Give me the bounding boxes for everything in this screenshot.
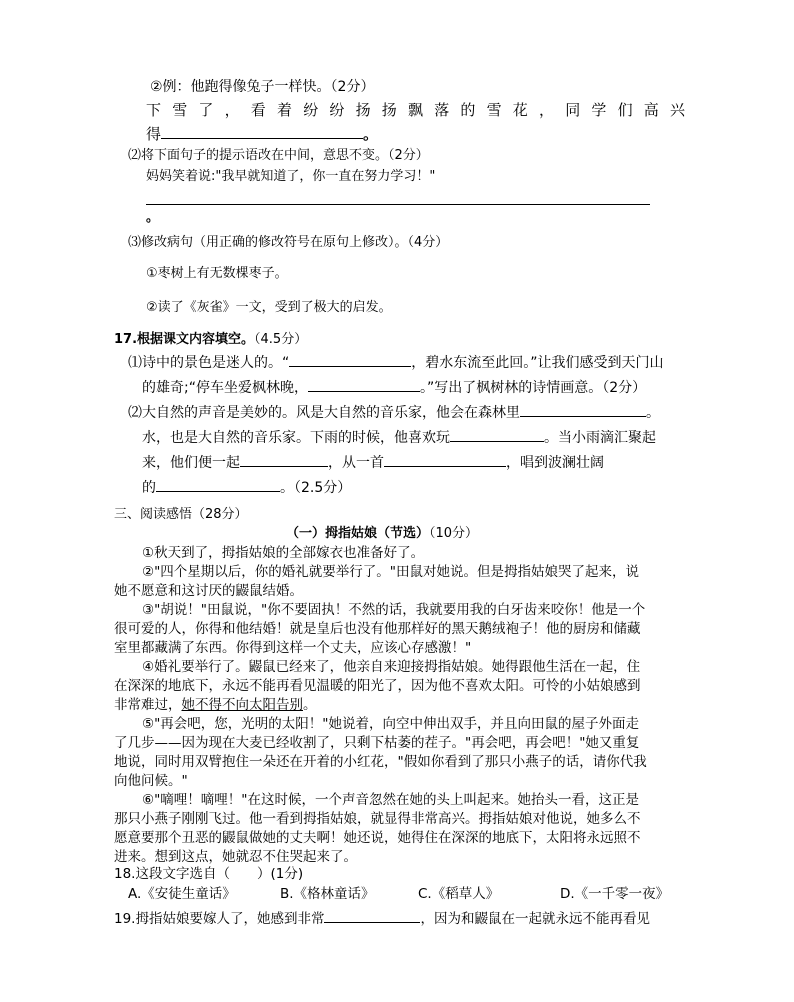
passage-p4-line3-a: 非常难过， <box>114 697 182 713</box>
passage-p5-line1: ⑤"再会吧，您，光明的太阳！"她说着，向空中伸出双手，并且向田鼠的屋子外面走 <box>142 716 640 732</box>
q16-3-item1: ①枣树上有无数棵枣子。 <box>146 266 288 281</box>
passage-title-line <box>286 524 478 544</box>
passage-p4-line2: 在深深的地底下，永远不能再看见温暖的阳光了，因为他不喜欢太阳。可怜的小姑娘感到 <box>114 678 641 694</box>
passage-p5-line2: 了几步——因为现在大麦已经收割了，只剩下枯萎的茬子。"再会吧，再会吧！"她又重复 <box>114 735 640 751</box>
q17-line3 <box>128 402 660 423</box>
q17-l5-a: 来，他们便一起 <box>142 455 240 471</box>
passage-p1: ①秋天到了，拇指姑娘的全部嫁衣也准备好了。 <box>142 545 425 561</box>
q18-option-a[interactable]: A.《安徒生童话》 <box>128 886 236 902</box>
q18-option-b[interactable]: B.《格林童话》 <box>280 886 375 902</box>
q17-l6-b: 。（2.5分） <box>280 480 352 496</box>
q16-2-end: 。 <box>146 210 160 225</box>
q17-l6-a: 的 <box>142 480 156 496</box>
q2-line1: 下雪了，看着纷纷扬扬飘落的雪花，同学们高兴 <box>146 101 697 119</box>
q18-stem: 18.这段文字选自（ ）(1分) <box>114 866 304 882</box>
q18-option-d[interactable]: D.《一千零一夜》 <box>560 886 670 902</box>
q17-blank-4[interactable] <box>450 427 544 442</box>
passage-p6-line3: 愿意要那个丑恶的鼹鼠做她的丈夫啊！她还说，她得住在深深的地底下，太阳将永远照不 <box>114 830 641 846</box>
q17-l4-a: 水，也是大自然的音乐家。下雨的时候，他喜欢玩 <box>142 430 450 446</box>
q17-blank-6[interactable] <box>384 452 506 467</box>
q17-blank-3[interactable] <box>520 402 646 417</box>
passage-p4-underlined: 她不得不向太阳告别 <box>181 697 303 713</box>
passage-p6-line1: ⑥"嘀哩！嘀哩！"在这时候，一个声音忽然在她的头上叫起来。她抬头一看，这正是 <box>142 792 640 808</box>
q16-2-prompt: ⑵将下面句子的提示语改在中间，意思不变。（2分） <box>128 148 429 163</box>
q17-l1-b: ，碧水东流至此回。”让我们感受到天门山 <box>411 355 664 371</box>
q2-line2-end: 。 <box>363 125 379 143</box>
passage-p2-line1: ②"四个星期以后，你的婚礼就要举行了。"田鼠对她说。但是拇指姑娘哭了起来，说 <box>142 564 640 580</box>
q17-line6 <box>142 477 351 498</box>
q17-score: （4.5分） <box>254 332 308 347</box>
q18-option-c[interactable]: C.《稻草人》 <box>418 886 500 902</box>
passage-p4-line1: ④婚礼要举行了。鼹鼠已经来了，他亲自来迎接拇指姑娘。她得跟他生活在一起，住 <box>142 659 641 675</box>
passage-p6-line2: 那只小燕子刚刚飞过。他一看到拇指姑娘，就显得非常高兴。拇指姑娘对他说，她多么不 <box>114 811 641 827</box>
q19-line <box>114 908 650 929</box>
q17-blank-7[interactable] <box>156 477 280 492</box>
q2-answer-blank[interactable] <box>161 124 363 139</box>
q17-heading: 17.根据课文内容填空。 <box>114 332 255 347</box>
q19-a: 19.拇指姑娘要嫁人了，她感到非常 <box>114 911 325 927</box>
q17-line1 <box>128 352 664 373</box>
q16-2-answer-line[interactable] <box>146 204 650 205</box>
q17-blank-5[interactable] <box>240 452 328 467</box>
passage-title: （一）拇指姑娘（节选） <box>286 526 430 541</box>
passage-p4-line3-c: 。 <box>303 697 317 713</box>
q17-line2 <box>142 377 646 398</box>
q17-l3-a: ⑵大自然的声音是美妙的。风是大自然的音乐家，他会在森林里 <box>128 405 520 421</box>
passage-p5-line4: 向他问候。" <box>114 773 188 789</box>
passage-p4-line3 <box>114 695 317 715</box>
q16-3-prompt: ⑶修改病句（用正确的修改符号在原句上修改）。（4分） <box>128 235 449 250</box>
passage-p3-line2: 很可爱的人，你得和他结婚！就是皇后也没有他那样好的黑天鹅绒袍子！他的厨房和储藏 <box>114 621 641 637</box>
q2-line2-start: 得 <box>146 125 162 143</box>
q17-l5-b: ，从一首 <box>328 455 384 471</box>
q17-l3-b: 。 <box>646 405 660 421</box>
q2-prompt: ②例：他跑得像兔子一样快。（2分） <box>150 79 375 95</box>
q19-blank[interactable] <box>324 908 420 923</box>
passage-p6-line4: 进来。想到这点，她就忍不住哭起来了。 <box>114 849 357 865</box>
q17-l5-c: ，唱到波澜壮阔 <box>506 455 604 471</box>
q2-line2 <box>146 124 378 144</box>
q17-l2-a: 的雄奇;“停车坐爱枫林晚， <box>142 380 308 396</box>
q17-line5 <box>142 452 604 473</box>
passage-score: （10分） <box>429 526 479 541</box>
q17-line4 <box>142 427 656 448</box>
q17-l1-a: ⑴诗中的景色是迷人的。“ <box>128 355 290 371</box>
q16-3-item2: ②读了《灰雀》一文，受到了极大的启发。 <box>146 300 392 315</box>
q17-l2-b: 。”写出了枫树林的诗情画意。（2分） <box>419 380 647 396</box>
passage-p5-line3: 地说，同时用双臂抱住一朵还在开着的小红花，"假如你看到了那只小燕子的话，请你代我 <box>114 754 647 770</box>
passage-p3-line1: ③"胡说！"田鼠说，"你不要固执！不然的话，我就要用我的白牙齿来咬你！他是一个 <box>142 602 646 618</box>
q16-2-sentence: 妈妈笑着说:"我早就知道了，你一直在努力学习！" <box>146 169 436 184</box>
q17-l4-b: 。当小雨滴汇聚起 <box>544 430 656 446</box>
q17-heading-line <box>114 330 307 350</box>
q19-b: ，因为和鼹鼠在一起就永远不能再看见 <box>420 911 650 927</box>
passage-p2-line2: 她不愿意和这讨厌的鼹鼠结婚。 <box>114 583 303 599</box>
q17-blank-2[interactable] <box>308 377 420 392</box>
passage-p3-line3: 室里都藏满了东西。你得到这样一个丈夫，应该心存感激！" <box>114 640 472 656</box>
section3-title: 三、阅读感悟（28分） <box>114 507 248 522</box>
q17-blank-1[interactable] <box>289 352 411 367</box>
